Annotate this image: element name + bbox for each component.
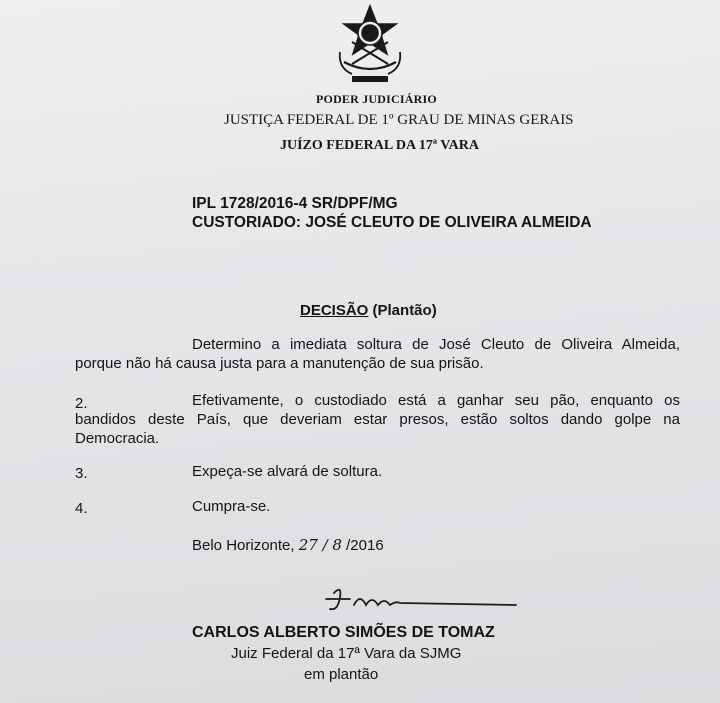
paragraph-3-text: Expeça-se alvará de soltura.: [192, 463, 383, 480]
date-prefix: Belo Horizonte,: [192, 537, 295, 554]
paragraph-1-line-2: porque não há causa justa para a manutenção de sua prisão.: [75, 355, 484, 372]
judge-role: Juiz Federal da 17ª Vara da SJMG: [231, 645, 462, 662]
paragraph-4-text: Cumpra-se.: [192, 498, 271, 515]
date-handwritten: 27 / 8: [298, 536, 342, 554]
decision-title-main: DECISÃO: [300, 302, 369, 319]
paragraph-2-number: 2.: [75, 395, 88, 412]
paragraph-2-line-2: bandidos deste País, que deveriam estar presos, estão soltos dando golpe na: [75, 411, 680, 428]
paragraph-3-number: 3.: [75, 465, 88, 482]
paragraph-2-line-3: Democracia.: [75, 430, 160, 447]
paragraph-2-line-1: Efetivamente, o custodiado está a ganhar seu pão, enquanto os: [192, 392, 680, 409]
date-suffix: /2016: [346, 537, 384, 554]
paragraph-4-number: 4.: [75, 500, 88, 517]
custodiado-line: CUSTORIADO: JOSÉ CLEUTO DE OLIVEIRA ALMEIDA: [192, 214, 592, 231]
paragraph-1-line-1: Determino a imediata soltura de José Cleuto de Oliveira Almeida,: [192, 336, 680, 353]
handwritten-signature: [320, 583, 520, 617]
header-poder-judiciario: PODER JUDICIÁRIO: [316, 92, 437, 106]
judge-status: em plantão: [304, 666, 379, 683]
case-number: IPL 1728/2016-4 SR/DPF/MG: [192, 195, 398, 212]
header-juizo-federal: JUÍZO FEDERAL DA 17ª VARA: [280, 138, 479, 153]
decision-title: [300, 302, 437, 319]
decision-title-suffix: (Plantão): [372, 302, 437, 319]
judge-name: CARLOS ALBERTO SIMÕES DE TOMAZ: [192, 624, 495, 641]
brazil-coat-of-arms-icon: [330, 2, 410, 88]
header-justica-federal: JUSTIÇA FEDERAL DE 1º GRAU DE MINAS GERAIS: [224, 112, 574, 128]
date-line: [192, 536, 384, 554]
